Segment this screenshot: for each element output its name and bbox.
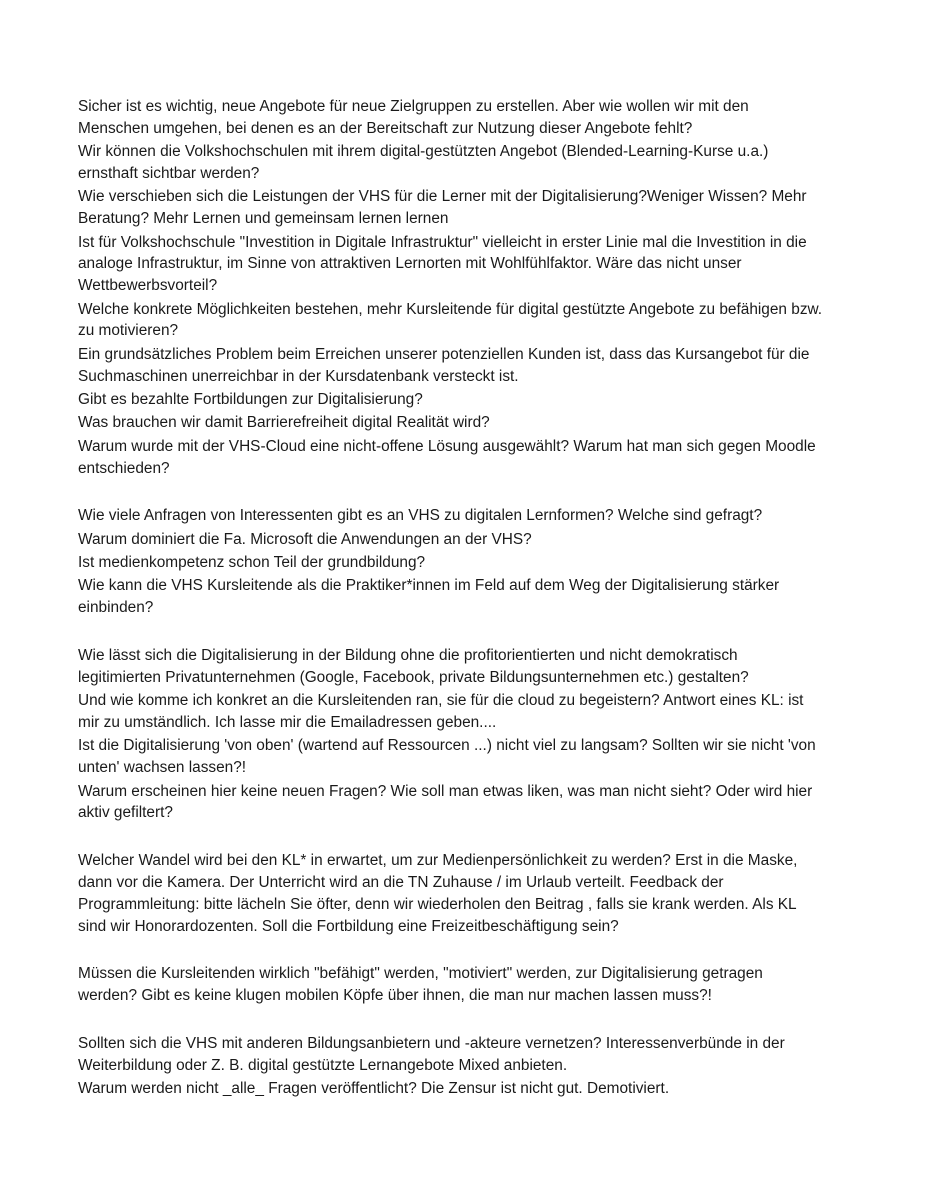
question-block-5 <box>78 963 823 1007</box>
question-block-2 <box>78 505 823 619</box>
question-block-3 <box>78 645 823 824</box>
question-paragraph: Warum werden nicht _alle_ Fragen veröffentlicht? Die Zensur ist nicht gut. Demotiviert. <box>78 1080 670 1098</box>
question-paragraph: Warum wurde mit der VHS-Cloud eine nicht-offene Lösung ausgewählt? Warum hat man sich gegen Moodle entschieden? <box>78 437 816 477</box>
question-paragraph: Ist für Volkshochschule "Investition in Digitale Infrastruktur" vielleicht in erster Linie mal die Investition in die analoge Infrastruktur, im Sinne von attraktiven Lernorten mit Wohlfühlfaktor. Wäre das nicht unser Wettbewerbsvorteil? <box>78 233 807 295</box>
question-paragraph: Warum dominiert die Fa. Microsoft die Anwendungen an der VHS? <box>78 530 532 548</box>
question-block-6 <box>78 1033 823 1100</box>
question-paragraph: Wie verschieben sich die Leistungen der VHS für die Lerner mit der Digitalisierung?Weniger Wissen? Mehr Beratung? Mehr Lernen und gemeinsam lernen lernen <box>78 188 807 228</box>
question-paragraph: Was brauchen wir damit Barrierefreiheit digital Realität wird? <box>78 414 490 432</box>
question-paragraph: Wie lässt sich die Digitalisierung in der Bildung ohne die profitorientierten und nicht demokratisch legitimierten Privatunternehmen (Google, Facebook, private Bildungsunternehmen etc.) gestalten? <box>78 647 749 686</box>
question-paragraph: Wie kann die VHS Kursleitende als die Praktiker*innen im Feld auf dem Weg der Digitalisierung stärker einbinden? <box>78 577 780 617</box>
question-block-4 <box>78 850 823 937</box>
question-paragraph: Ist die Digitalisierung 'von oben' (wartend auf Ressourcen ...) nicht viel zu langsam? Sollten wir sie nicht 'von unten' wachsen lassen?! <box>78 737 816 777</box>
question-block-1 <box>78 96 823 479</box>
question-paragraph: Sollten sich die VHS mit anderen Bildungsanbietern und -akteure vernetzen? Interessenverbünde in der Weiterbildung oder Z. B. digital gestützte Lernangebote Mixed anbieten. <box>78 1035 785 1074</box>
question-paragraph: Müssen die Kursleitenden wirklich "befähigt" werden, "motiviert" werden, zur Digitalisierung getragen werden? Gibt es keine klugen mobilen Köpfe über ihnen, die man nur machen lassen muss?! <box>78 965 763 1005</box>
question-paragraph: Welche konkrete Möglichkeiten bestehen, mehr Kursleitende für digital gestützte Angebote zu befähigen bzw. zu motivieren? <box>78 300 823 340</box>
question-paragraph: Ist medienkompetenz schon Teil der grundbildung? <box>78 554 426 572</box>
question-paragraph: Gibt es bezahlte Fortbildungen zur Digitalisierung? <box>78 390 423 408</box>
question-paragraph: Warum erscheinen hier keine neuen Fragen? Wie soll man etwas liken, was man nicht sieht? Oder wird hier aktiv gefiltert? <box>78 782 813 822</box>
question-paragraph: Welcher Wandel wird bei den KL* in erwartet, um zur Medienpersönlichkeit zu werden? Erst in die Maske, dann vor die Kamera. Der Unterricht wird an die TN Zuhause / im Urlaub verteilt. Feedback der Programmleitung: bitte lächeln Sie öfter, denn wir wiederholen den Beitrag , falls sie krank werden. Als KL sind wir Honorardozenten. Soll die Fortbildung eine Freizeitbeschäftigung sein? <box>78 852 798 935</box>
question-paragraph: Wir können die Volkshochschulen mit ihrem digital-gestützten Angebot (Blended-Learning-Kurse u.a.) ernsthaft sichtbar werden? <box>78 143 769 182</box>
question-paragraph: Wie viele Anfragen von Interessenten gibt es an VHS zu digitalen Lernformen? Welche sind gefragt? <box>78 507 763 525</box>
question-paragraph: Und wie komme ich konkret an die Kursleitenden ran, sie für die cloud zu begeistern? Antwort eines KL: ist mir zu umständlich. Ich lasse mir die Emailadressen geben.... <box>78 692 804 732</box>
document-page <box>78 96 823 1126</box>
question-paragraph: Sicher ist es wichtig, neue Angebote für neue Zielgruppen zu erstellen. Aber wie wollen wir mit den Menschen umgehen, bei denen es an der Bereitschaft zur Nutzung dieser Angebote fehlt? <box>78 98 749 137</box>
question-paragraph: Ein grundsätzliches Problem beim Erreichen unserer potenziellen Kunden ist, dass das Kursangebot für die Suchmaschinen unerreichbar in der Kursdatenbank versteckt ist. <box>78 345 810 385</box>
